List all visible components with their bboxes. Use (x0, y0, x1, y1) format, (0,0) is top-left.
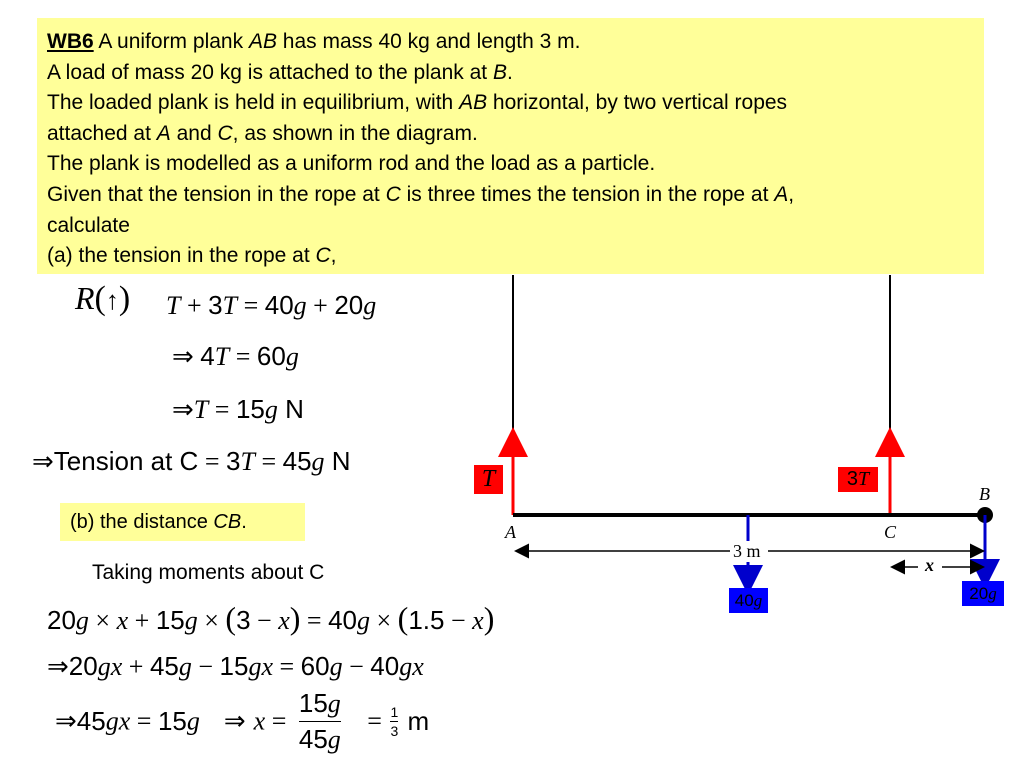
text: 45 (298, 724, 328, 754)
text: calculate (47, 213, 130, 237)
text: AB (248, 30, 277, 53)
text: 20 (334, 290, 364, 320)
text: 4 (200, 341, 215, 371)
text: The loaded plank is held in equilibrium, with (47, 91, 460, 115)
text: , (330, 244, 337, 268)
text: is three times the tension in the rope at (400, 182, 775, 206)
text: 40 (328, 605, 357, 635)
text: g (293, 291, 307, 320)
text: = (229, 342, 257, 371)
text: , as shown in the diagram. (232, 121, 478, 145)
text: g (327, 725, 341, 754)
text: C (385, 182, 401, 206)
text: g (311, 447, 325, 476)
weight-label-plank (729, 588, 768, 613)
text: m (400, 706, 430, 736)
text: g (988, 584, 997, 603)
text: × (197, 606, 226, 635)
text: . (506, 60, 513, 84)
text: + (306, 291, 335, 320)
text: A (156, 121, 171, 145)
text: ⇒ (47, 652, 69, 681)
point-a-label: A (505, 522, 516, 542)
text: CB (213, 511, 242, 533)
text: T (222, 291, 238, 320)
text: C (315, 244, 331, 268)
text: g (753, 591, 763, 610)
text: N (277, 394, 304, 424)
text: g (178, 652, 192, 681)
resolve-vertical: R(↑) (75, 280, 131, 317)
part-b-question (60, 503, 305, 541)
text: = (300, 606, 329, 635)
text: 3 (236, 605, 251, 635)
text: A uniform plank (93, 30, 249, 53)
text: 1 (390, 704, 399, 720)
text: 15 (219, 651, 249, 681)
text: 60 (256, 341, 286, 371)
problem-tag: WB6 (47, 30, 94, 53)
text: x (472, 606, 484, 635)
text: = (198, 447, 226, 476)
text: − (444, 606, 473, 635)
text: g (329, 652, 343, 681)
fraction-one-third (390, 704, 398, 739)
point-b-label: B (979, 484, 990, 504)
text: . (241, 511, 247, 533)
text: 3 (226, 446, 241, 476)
text: ⇒ (32, 447, 54, 476)
text: = (130, 706, 158, 736)
text: + (122, 652, 150, 681)
text: gx (97, 652, 123, 681)
text: A (774, 182, 789, 206)
tension-label-c (838, 467, 878, 492)
moments-heading: Taking moments about C (92, 561, 325, 584)
text: x (278, 606, 290, 635)
equation-b-1 (47, 600, 494, 637)
text: ( (225, 600, 237, 636)
text: g (186, 706, 200, 736)
text: × (88, 606, 117, 635)
text: 45 (149, 651, 179, 681)
equation-b-2 (47, 651, 424, 682)
equation-a-1 (166, 290, 376, 321)
text: 60 (300, 651, 330, 681)
length-label: 3 m (733, 541, 761, 561)
text: T (166, 291, 181, 320)
text: ⇒ (172, 342, 201, 371)
text: N (324, 446, 351, 476)
text: 15 (235, 394, 265, 424)
text: horizontal, by two vertical ropes (487, 91, 788, 115)
text: A load of mass 20 kg is attached to the plank at (47, 60, 493, 84)
text: − (191, 652, 220, 681)
text: g (264, 395, 278, 424)
text: ⇒ (172, 395, 194, 424)
text: Given that the tension in the rope at (47, 182, 386, 206)
text: = (237, 291, 265, 320)
text: − (342, 652, 371, 681)
text: 15 (155, 605, 185, 635)
text: = (208, 395, 236, 424)
text: T (858, 468, 870, 490)
text: ⇒ (223, 706, 246, 736)
text: = (254, 447, 283, 476)
text: and (170, 121, 218, 145)
text: − (250, 606, 279, 635)
text: g (327, 689, 341, 718)
equation-a-3 (172, 394, 304, 425)
text: g (363, 291, 377, 320)
text: 20 (969, 584, 989, 603)
text: 20 (47, 605, 76, 635)
text: = (273, 652, 301, 681)
text: has mass 40 kg and length 3 m. (276, 30, 581, 53)
text: x (253, 706, 266, 736)
text: ↑ (105, 286, 119, 315)
text: ( (397, 600, 409, 636)
text: gx (248, 652, 273, 681)
text: T (240, 447, 255, 476)
fraction-15g-45g (299, 688, 341, 755)
text: , (788, 182, 795, 206)
text: The plank is modelled as a uniform rod and the load as a particle. (47, 152, 656, 176)
point-c-label: C (884, 522, 897, 542)
text: Tension at C (53, 446, 199, 476)
text: + (128, 606, 156, 635)
text: × (370, 606, 398, 635)
text: 40 (370, 651, 400, 681)
text: 20 (68, 651, 98, 681)
text: = (360, 706, 389, 736)
text: 3 (390, 723, 399, 739)
text: (b) the distance (70, 511, 214, 533)
text: 3 (846, 468, 858, 490)
equation-b-3 (55, 688, 429, 755)
text: 3 (208, 290, 223, 320)
text: + (180, 291, 209, 320)
text: ) (483, 600, 495, 636)
text: x (116, 606, 129, 635)
text: AB (459, 91, 488, 115)
text: 1.5 (408, 605, 445, 635)
text: (a) the tension in the rope at (47, 244, 316, 268)
text: 15 (157, 706, 187, 736)
equation-a-2 (172, 341, 299, 372)
text: R (75, 280, 95, 316)
tension-label-a: T (481, 466, 496, 492)
text: B (492, 60, 507, 84)
text: g (285, 342, 299, 371)
text: ⇒ (55, 706, 77, 736)
text: 45 (282, 446, 312, 476)
text: 40 (264, 290, 294, 320)
text: gx (399, 652, 424, 681)
text: 15 (298, 688, 328, 718)
text: 45 (76, 706, 106, 736)
text: 40 (734, 591, 754, 610)
text: C (217, 121, 233, 145)
x-label: x (925, 555, 934, 575)
text: g (75, 606, 89, 635)
text: attached at (47, 121, 157, 145)
text: = (265, 706, 293, 736)
text: T (193, 395, 209, 424)
text: g (184, 606, 198, 635)
text: g (357, 606, 370, 635)
text: T (214, 342, 230, 371)
text: ) (289, 600, 301, 636)
text: gx (105, 706, 131, 736)
equation-a-4 (32, 446, 351, 477)
weight-label-load (962, 581, 1004, 606)
